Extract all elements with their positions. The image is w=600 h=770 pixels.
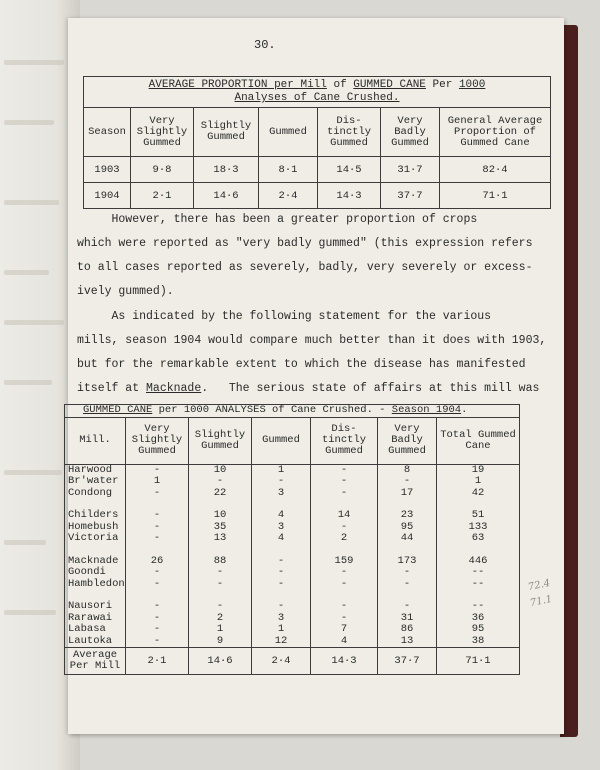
table1-header-row	[84, 108, 551, 157]
bleed-text	[4, 60, 64, 65]
table1-header: Dis- tinctly Gummed	[318, 108, 381, 157]
table1-header: Slightly Gummed	[194, 108, 259, 157]
average-row: Average Per Mill 2·1 14·6 2·4 14·3 37·7 71·1	[65, 648, 520, 675]
bleed-text	[4, 320, 64, 325]
bleed-text	[4, 610, 56, 615]
table2-header: Dis- tinctly Gummed	[311, 417, 378, 464]
group-spacer	[65, 545, 520, 556]
average-proportion-table	[83, 76, 551, 209]
table2-header: Total Gummed Cane	[437, 417, 520, 464]
gummed-cane-by-mill-table	[64, 404, 520, 675]
bleed-text	[4, 540, 46, 545]
table1-title: AVERAGE PROPORTION per Mill of GUMMED CANE Per 1000 Analyses of Cane Crushed.	[84, 77, 551, 108]
table2-header: Slightly Gummed	[189, 417, 252, 464]
bleed-text	[4, 200, 59, 205]
table-row: 1903 9·8 18·3 8·1 14·5 31·7 82·4	[84, 157, 551, 183]
table-row: Childers - 10 4 14 23 51	[65, 510, 520, 522]
table2-header: Very Slightly Gummed	[126, 417, 189, 464]
table-row: Condong - 22 3 - 17 42	[65, 488, 520, 500]
table-row: Homebush - 35 3 - 95 133	[65, 522, 520, 534]
group-spacer	[65, 499, 520, 510]
table-row: Lautoka - 9 12 4 13 38	[65, 636, 520, 648]
table2-header: Gummed	[252, 417, 311, 464]
paragraph-2: As indicated by the following statement for the various mills, season 1904 would compare much better than it does with 1903, but for the remarkable extent to which the disease has manifested itself at Macknade. The serious state of affairs at this mill was	[77, 310, 547, 395]
table-row: Harwood - 10 1 - 8 19	[65, 464, 520, 476]
paragraph-1: However, there has been a greater proportion of crops which were reported as "very badly gummed" (this expression refers to all cases reported as severely, badly, very severely or excess- ively gummed).	[77, 213, 533, 298]
pencil-note: 71.1	[529, 593, 554, 610]
table-row: Macknade 26 88 - 159 173 446	[65, 556, 520, 568]
table2-title: GUMMED CANE per 1000 ANALYSES of Cane Crushed. - Season 1904.	[65, 405, 520, 418]
bleed-text	[4, 270, 49, 275]
table2-header: Very Badly Gummed	[378, 417, 437, 464]
bleed-text	[4, 470, 62, 475]
table2-header: Mill.	[65, 417, 126, 464]
table-row: Victoria - 13 4 2 44 63	[65, 533, 520, 545]
table1-header: Season	[84, 108, 131, 157]
bleed-text	[4, 380, 52, 385]
table1-header: Very Slightly Gummed	[131, 108, 194, 157]
table-row: Goondi - - - - - --	[65, 567, 520, 579]
bleed-text	[4, 120, 54, 125]
table-row: Rarawai - 2 3 - 31 36	[65, 613, 520, 625]
table-row: Br'water 1 - - - - 1	[65, 476, 520, 488]
table1-header: Gummed	[259, 108, 318, 157]
group-spacer	[65, 590, 520, 601]
table-row: Nausori - - - - - --	[65, 601, 520, 613]
table1-header: Very Badly Gummed	[381, 108, 440, 157]
page-number: 30.	[254, 38, 276, 52]
table2-header-row	[65, 417, 520, 464]
table-row: Hambledon - - - - - --	[65, 579, 520, 591]
pencil-note: 72.4	[527, 577, 552, 594]
table-row: 1904 2·1 14·6 2·4 14·3 37·7 71·1	[84, 183, 551, 209]
table-row: Labasa - 1 1 7 86 95	[65, 624, 520, 636]
table1-header: General Average Proportion of Gummed Cane	[440, 108, 551, 157]
